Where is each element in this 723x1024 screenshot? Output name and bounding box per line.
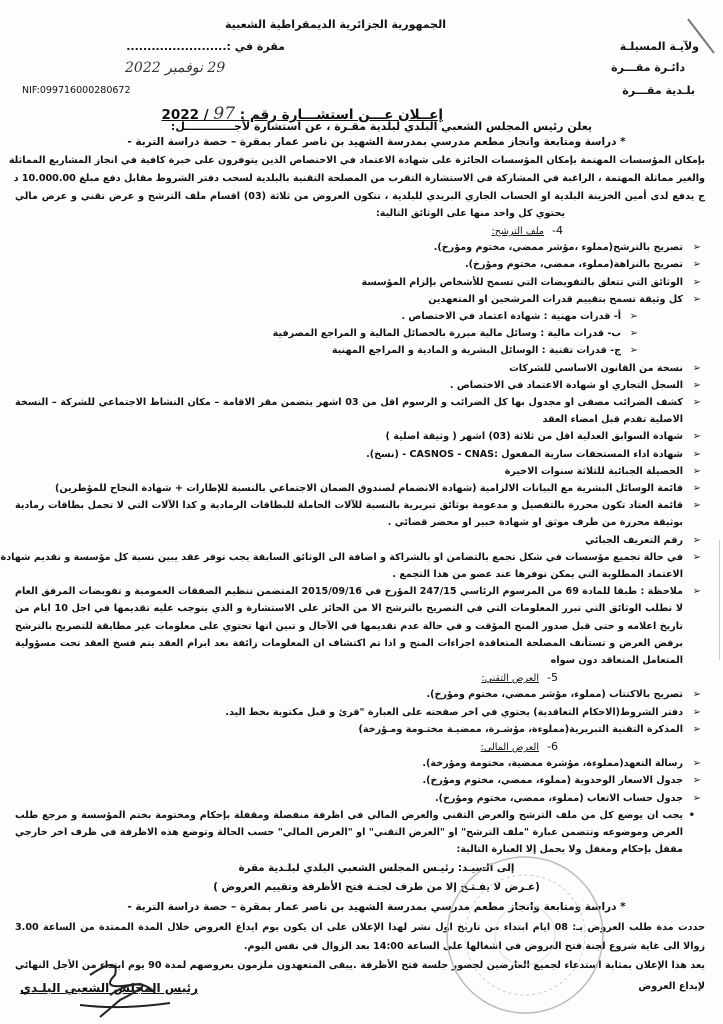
body-line	[8, 153, 705, 169]
line-text: حددت مدة طلب العروض بـ: 08 ايام ابتداء من تاريخ اول نشر لهذا الإعلان على ان يكون يوم ايداع العروض خلال المدة الممتدة من الساعة 3.00	[15, 922, 705, 933]
section-heading	[300, 739, 558, 755]
wilaya-label: ولآيـة المسيلـة	[619, 40, 699, 53]
body-line	[15, 309, 621, 325]
scan-edge	[719, 540, 720, 660]
arrow-bullet-icon: ➢	[692, 259, 701, 271]
line-text: * دراسة ومتابعة وانجاز مطعم مدرسي بمدرسة الشهيد بن ناصر عمار بمقرة – حصة دراسة التربة -	[127, 901, 626, 913]
line-text: يجب ان يوضع كل من ملف الترشح والعرض التقني والعرض المالي في اظرفة منفصلة ومقفلة بإحكام ومختومة بختم المؤسسة و مرجع طلب	[15, 809, 683, 821]
body-line	[15, 412, 683, 428]
line-text: تاريخ اعلامه و حتى قبل صدور المنح المؤقت و في حالة عدم تقديمها في الآجال و تبين انها تحتوي على معلومات غير مطابقة للتصريح بالترشح	[15, 620, 683, 632]
arrow-bullet-icon: ➢	[692, 758, 701, 770]
body-line	[15, 515, 683, 531]
body-line	[15, 447, 683, 463]
arrow-bullet-icon: ➢	[692, 397, 701, 408]
arrow-bullet-icon: ➢	[692, 689, 701, 701]
body-line	[15, 240, 683, 256]
arrow-bullet-icon: ➢	[692, 465, 701, 477]
project-line: * دراسة ومتابعة وانجاز مطعم مدرسي بمدرسة الشهيد بن ناصر عمار بمقرة – حصة دراسة التربة -	[127, 136, 626, 148]
body-line	[15, 429, 683, 445]
line-text: جدول الاسعار الوحدوية (مملوء، ممضي، مختوم ومؤرخ).	[422, 775, 683, 787]
body-line	[15, 361, 683, 377]
arrow-bullet-icon: ➢	[692, 242, 701, 254]
line-text: العرض التقني:	[481, 673, 540, 685]
line-text: الاصلية تقدم قبل امضاء العقد	[542, 414, 683, 426]
body-line	[15, 292, 683, 308]
body-line	[15, 257, 683, 273]
line-text: ج- قدرات تقنية : الوسائل البشرية و المادية و المراجع المهنية	[331, 345, 621, 357]
arrow-bullet-icon: ➢	[692, 431, 701, 443]
handwritten-signature	[60, 955, 180, 1020]
body-line	[15, 791, 683, 807]
official-stamp	[440, 850, 610, 1020]
centered-line	[30, 899, 723, 915]
line-text: جدول حساب الاتعاب (مملوء، ممضي، مختوم ومؤرخ).	[434, 792, 683, 804]
arrow-bullet-icon: ➢	[692, 500, 701, 512]
baladiya-label: بلـدية مقـــرة	[622, 84, 695, 97]
centered-line	[30, 880, 723, 896]
body-line	[15, 275, 683, 291]
line-text: الاعتماد المطلوبة التي يمكن توفرها عند عضو من هذا التجمع .	[392, 569, 683, 580]
arrow-bullet-icon: ➢	[629, 328, 638, 340]
line-text: مقفل بإحكام ومغفل ولا يحمل إلا العبارة التالية:	[456, 844, 683, 856]
arrow-bullet-icon: ➢	[692, 775, 701, 787]
arrow-bullet-icon: ➢	[692, 293, 701, 305]
handwritten-number: 97	[213, 104, 236, 124]
line-text: تصريح بالترشح(مملوء ،مؤشر ممضي، مختوم ومؤرخ).	[433, 242, 683, 254]
line-text: برفض العرض و تستأنف المصلحة المتعاقدة اجراءات المنح و اذا تم اكتشاف ان المعلومات زائفة بعد ابرام العقد يتم فسخ العقد تحت مسؤولية	[15, 637, 683, 649]
intro-line: يعلن رئيس المجلس الشعبي البلدي لبلدية مقـرة ، عن استشارة لأجـــــــــــــل:	[170, 120, 593, 133]
body-line	[15, 687, 683, 703]
line-text: كشف الضرائب مصفى او مجدول بها كل الضرائب و الرسوم اقل من 03 اشهر يتضمن مقر الاقامة – مكان النشاط الاجتماعي للشركة – النسخة	[15, 397, 683, 408]
body-line	[15, 773, 683, 789]
line-text: المذكرة التقنية التبريرية(مملوءة، مؤشـرة، ممضيـة مختـومة ومـؤرخة)	[358, 723, 683, 735]
line-text: لا تطلب الوثائق التي تبرر المعلومات التي في التصريح بالترشح الا من الحائز على الاستشارة و الذي يتوجب عليه تقديمها في اجل 10 ايام من	[15, 603, 683, 615]
line-text: ج يدفع لدى أمين الخزينة البلدية او الحساب الجاري البريدي للبلدية ، تتكون العروض من ثلاثة (03) اقسام ملف الترشح و عرض تقني و عرض مالي	[15, 191, 705, 202]
line-text: رقم التعريف الجبائي	[585, 534, 683, 546]
arrow-bullet-icon: ➢	[692, 723, 701, 735]
body-line	[15, 584, 683, 600]
body-line	[15, 533, 683, 549]
arrow-bullet-icon: ➢	[692, 534, 701, 546]
body-line	[15, 619, 683, 635]
line-text: في حالة تجميع مؤسسات في شكل تجمع بالتضامن او بالشراكة و اضافة الى الوثائق السابقة يجب توفر عقد يبين نسبة كل مؤسسة و تقديم شهادة	[0, 551, 683, 563]
arrow-bullet-icon: ➢	[629, 345, 638, 357]
arrow-bullet-icon: ➢	[692, 706, 701, 718]
arrow-bullet-icon: ➢	[692, 362, 701, 374]
line-text: لإيداع العروض	[638, 981, 705, 992]
arrow-bullet-icon: ➢	[692, 792, 701, 804]
centered-line	[30, 861, 723, 877]
body-line	[15, 189, 705, 205]
arrow-bullet-icon: ➢	[692, 276, 701, 288]
line-text: ملاحظة : طبقا للمادة 69 من المرسوم الرئاسي 247/15 المؤرخ في 2015/09/16 المتضمن تنظيم الصفقات العمومية و تفويضات المرفق العام	[14, 586, 683, 598]
body-line	[15, 171, 705, 187]
line-text: يحتوي كل واحد منها على الوثائق التالية:	[375, 208, 565, 219]
line-text: ب- قدرات مالية : وسائل مالية مبررة بالحصائل المالية و المراجع المصرفية	[272, 328, 621, 340]
pen-mark	[680, 15, 720, 60]
arrow-bullet-icon: ➢	[692, 379, 701, 391]
line-text: الوثائق التي تتعلق بالتفويضات التي تسمح للأشخاص بإلزام المؤسسة	[361, 276, 683, 288]
line-text: تصريح بالنزاهة(مملوء، ممضي، مختوم ومؤرخ).	[465, 259, 683, 271]
section-number: 4-	[552, 224, 563, 237]
body-line	[15, 601, 683, 617]
title-year: 2022	[161, 107, 200, 123]
line-text: شهادة السوابق العدلية اقل من ثلاثة (03) اشهر ( وثيقة اصلية )	[385, 431, 683, 443]
line-text: السجل التجاري او شهادة الاعتماد في الاختصاص .	[449, 379, 683, 391]
body-line	[15, 464, 683, 480]
line-text: بإمكان المؤسسات المهتمة بإمكان المؤسسات الحائزة على شهادة الاعتماد في الاختصاص الذين يتوفرون على خبرة كافية في انجاز المشاريع المماثلة	[8, 155, 705, 166]
body-line	[15, 378, 683, 394]
body-line	[15, 722, 683, 738]
line-text: ملف الترشح:	[491, 226, 545, 237]
body-line	[15, 756, 683, 772]
line-text: يعد هذا الإعلان بمثابة استدعاء لجميع العارضين لحضور جلسة فتح الأظرفة .يبقى المتعهدون ملزمون بعروضهم لمدة 90 يوم ابتداء من الأجل النهائي	[15, 960, 705, 971]
place-date-label: مقرة في :........................	[126, 40, 285, 53]
dot-bullet-icon: •	[688, 809, 695, 821]
body-line	[15, 653, 683, 669]
body-line	[15, 808, 683, 824]
body-line	[15, 636, 683, 652]
line-text: إلى السيـد: رئيـس المجلس الشعبي البلدي لبلـدية مقرة	[238, 863, 515, 874]
body-line	[15, 705, 683, 721]
daira-label: دائـرة مقـــرة	[611, 61, 685, 74]
line-text: بوثيقة محررة من طرف موثق او شهادة خبير او محضر قضائي .	[387, 517, 683, 529]
arrow-bullet-icon: ➢	[629, 311, 638, 322]
line-text: العرض وموضوعه وتتضمن عبارة "ملف الترشح" او "العرض التقني" او "العرض المالي" حسب الحالة وتوضع هذه الاظرفة في ظرف اخر خارجي	[15, 827, 683, 838]
nif-number: NIF:099716000280672	[22, 85, 131, 96]
arrow-bullet-icon: ➢	[692, 448, 701, 460]
handwritten-date: 29 نوفمبر 2022	[125, 60, 226, 76]
body-line	[200, 206, 565, 222]
line-text: دفتر الشروط(الاحكام التعاقدية) يحتوي في اخر صفحته على العبارة "قرئ و قبل مكتوبة بخط اليد.	[225, 706, 683, 718]
arrow-bullet-icon: ➢	[692, 483, 701, 494]
line-text: قائمة العتاد تكون محررة بالتفصيل و مدعومة بوثائق تبريرية بالنسبة للآلات الحاملة للبطاقات الرمادية و كذا الآلات التي لا تحمل بطاقات رمادية	[15, 500, 683, 512]
line-text: كل وثيقة تسمح بتقييم قدرات المرشحين او المتعهدين	[428, 293, 683, 305]
body-line	[15, 395, 683, 411]
body-line	[15, 481, 683, 497]
body-line	[15, 343, 621, 359]
title-prefix: إعــلان عـــن استشـــارة رقم :	[239, 107, 443, 123]
line-text: تصريح بالاكتتاب (مملوء، مؤشر ممضي، مختوم ومؤرخ).	[426, 689, 683, 701]
line-text: (عـرض لا يفـتـح إلا من طرف لجنـة فتح الأظرفة وتقييم العروض )	[213, 882, 540, 893]
line-text: العرض المالي:	[480, 742, 540, 753]
line-text: شهادة اداء المستحقات سارية المفعول :CASNOS - CNAS - (نسخ).	[366, 448, 683, 460]
line-text: رسالة التعهد(مملوءة، مؤشرة ممضية، مختومة ومؤرخة).	[422, 758, 683, 770]
signature-title: رئيس المجلس الشعبي البلـدي	[20, 981, 199, 995]
arrow-bullet-icon: ➢	[692, 586, 701, 598]
line-text: المتعامل المتعاقد دون سواه	[550, 655, 683, 666]
line-text: والغير مماثلة المهتمة ، الراغبة في المشاركة في الاستشارة التقرب من المصلحة التقنية بالبلدية لسحب دفتر الشروط مقابل دفع مبلغ 10.000.00 د	[13, 173, 705, 184]
body-line	[15, 326, 621, 342]
line-text: الحصيلة الجبائية للثلاثة سنوات الاخيرة	[504, 465, 683, 477]
line-text: نسخة من القانون الاساسي للشركات	[509, 362, 683, 374]
line-text: أ- قدرات مهنية : شهادة اعتماد في الاختصاص .	[401, 311, 621, 322]
section-heading	[300, 223, 563, 239]
section-number: 5-	[547, 671, 558, 685]
body-line	[15, 825, 683, 841]
line-text: قائمة الوسائل البشرية مع البيانات الالزامية (شهادة الانضمام لصندوق الضمان الاجتماعي بالنسبة للإطارات + شهادة النجاح للمؤطرين)	[55, 483, 683, 494]
body-line	[15, 567, 683, 583]
republic-header: الجمهورية الجزائرية الديمقراطية الشعبية	[225, 18, 446, 31]
title-separator: /	[203, 107, 209, 123]
arrow-bullet-icon: ➢	[692, 551, 701, 563]
section-heading	[300, 670, 558, 686]
body-line	[15, 498, 683, 514]
line-text: زوالا الى غاية شروع لجنة فتح العروض في اشغالها على الساعة 14:00 بعد الزوال في نفس اليوم.	[243, 941, 705, 952]
section-number: 6-	[547, 740, 558, 753]
body-line	[0, 550, 683, 566]
